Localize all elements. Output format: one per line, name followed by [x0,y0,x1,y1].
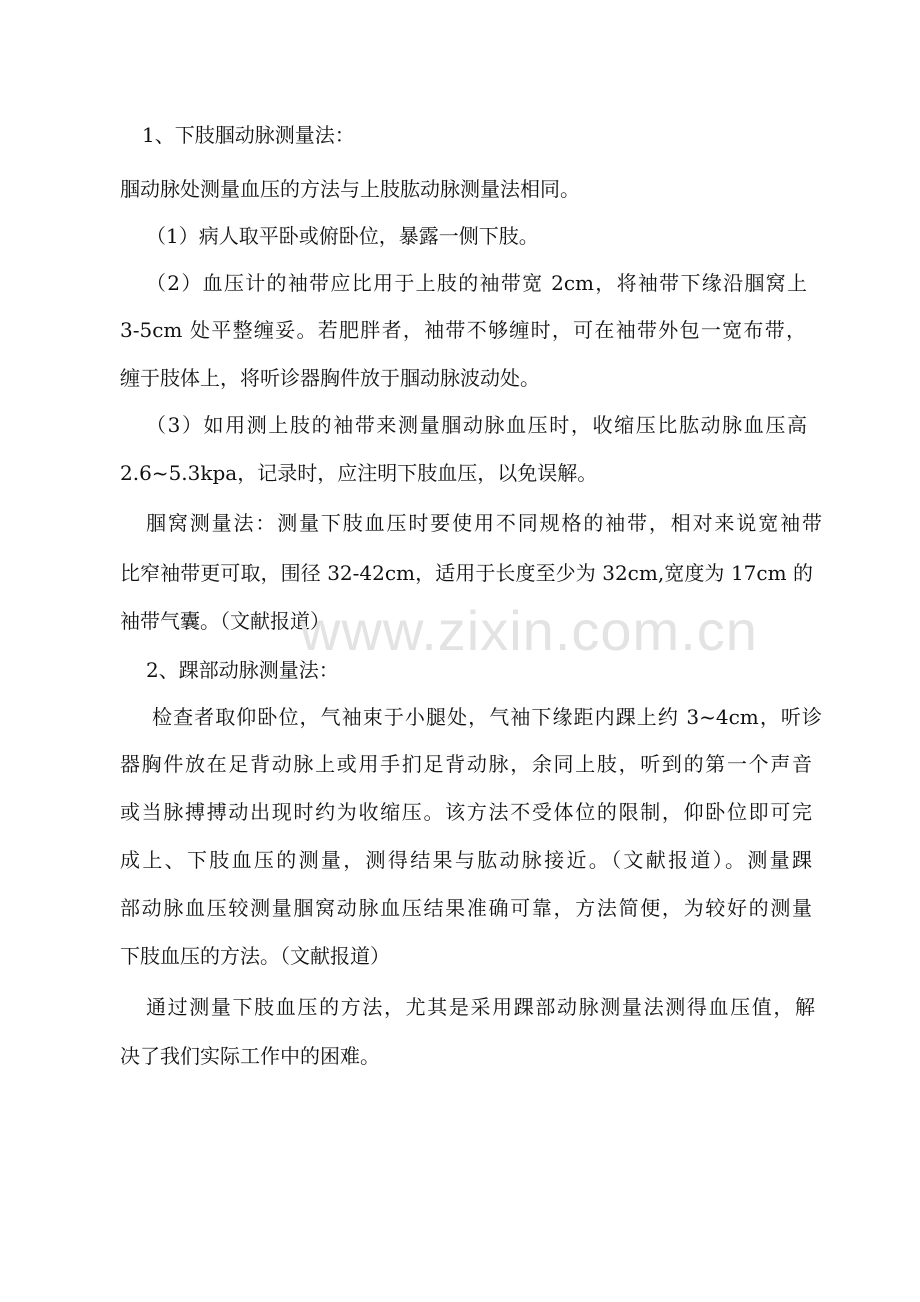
paragraph-line: 决了我们实际工作中的困难。 [120,1044,380,1068]
paragraph-line: 部动脉血压较测量腘窝动脉血压结果准确可靠，方法简便，为较好的测量 [120,896,812,920]
paragraph-line: 成上、下肢血压的测量，测得结果与肱动脉接近。（文献报道）。测量踝 [120,848,812,872]
paragraph-line: （1）病人取平卧或俯卧位，暴露一侧下肢。 [146,224,539,248]
paragraph-line: 通过测量下肢血压的方法，尤其是采用踝部动脉测量法测得血压值，解 [146,995,815,1019]
paragraph-line: 缠于肢体上，将听诊器胸件放于腘动脉波动处。 [120,366,540,390]
paragraph-line: 腘动脉处测量血压的方法与上肢肱动脉测量法相同。 [120,177,580,201]
watermark: www.zixin.com.cn [300,599,758,662]
paragraph-line: 3-5cm 处平整缠妥。若肥胖者，袖带不够缠时，可在袖带外包一宽布带， [120,318,806,342]
section-heading-popliteal: 1、下肢腘动脉测量法： [142,123,355,147]
section-heading-ankle: 2、踝部动脉测量法： [146,658,339,682]
paragraph-line: 器胸件放在足背动脉上或用手扪足背动脉，余同上肢，听到的第一个声音 [120,752,812,776]
paragraph-line: 腘窝测量法：测量下肢血压时要使用不同规格的袖带，相对来说宽袖带 [146,511,822,535]
paragraph-line: 袖带气囊。（文献报道） [120,609,330,633]
paragraph-line: 检查者取仰卧位，气袖束于小腿处，气袖下缘距内踝上约 3~4cm，听诊 [152,705,822,729]
paragraph-line: 下肢血压的方法。（文献报道） [120,944,390,968]
paragraph-line: （3）如用测上肢的袖带来测量腘动脉血压时，收缩压比肱动脉血压高 [146,413,807,437]
paragraph-line: （2）血压计的袖带应比用于上肢的袖带宽 2cm，将袖带下缘沿腘窝上 [146,271,807,295]
paragraph-line: 比窄袖带更可取，围径 32-42cm，适用于长度至少为 32cm,宽度为 17cm 的 [120,561,813,585]
paragraph-line: 或当脉搏搏动出现时约为收缩压。该方法不受体位的限制，仰卧位即可完 [120,800,812,824]
paragraph-line: 2.6~5.3kpa，记录时，应注明下肢血压，以免误解。 [120,461,598,485]
